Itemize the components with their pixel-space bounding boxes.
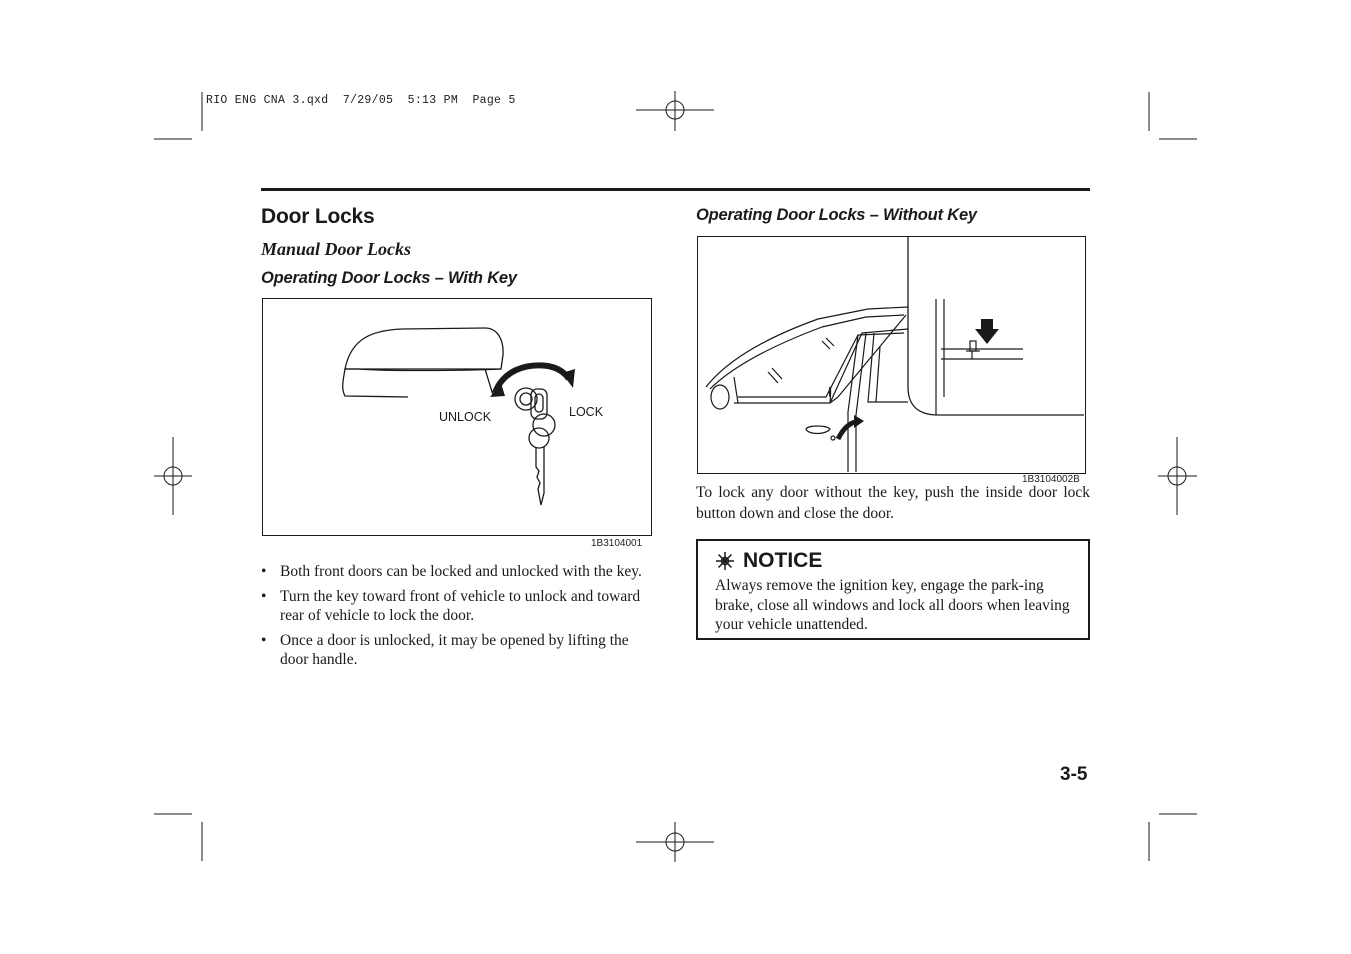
door-handle-key-illustration xyxy=(263,299,650,534)
notice-body: Always remove the ignition key, engage the park-ing brake, close all windows and lock all doors when leaving your vehicle unattended. xyxy=(715,577,1070,633)
asterisk-notice-icon xyxy=(715,551,735,571)
unlock-label: UNLOCK xyxy=(439,410,492,424)
section-title: Door Locks xyxy=(261,205,375,228)
registration-mark-left xyxy=(154,437,192,515)
print-slug-line: RIO ENG CNA 3.qxd 7/29/05 5:13 PM Page 5 xyxy=(206,94,516,107)
with-key-figure-code: 1B3104001 xyxy=(591,538,643,549)
header-rule xyxy=(261,188,1090,191)
without-key-heading: Operating Door Locks – Without Key xyxy=(696,206,977,224)
subsection-title: Manual Door Locks xyxy=(261,239,412,259)
list-item: • Both front doors can be locked and unlocked with the key. xyxy=(261,562,657,582)
notice-title: NOTICE xyxy=(743,549,823,572)
without-key-figure xyxy=(697,236,1086,474)
page-number: 3-5 xyxy=(1060,764,1088,785)
with-key-figure xyxy=(262,298,652,536)
car-door-lock-illustration xyxy=(698,237,1084,472)
registration-mark-right xyxy=(1158,437,1197,515)
list-item: • Once a door is unlocked, it may be opened by lifting the door handle. xyxy=(261,631,657,670)
registration-mark-top xyxy=(636,91,714,131)
lock-label: LOCK xyxy=(569,405,604,419)
registration-mark-bottom xyxy=(636,822,714,862)
without-key-figure-code: 1B3104002B xyxy=(1022,474,1080,485)
notice-box xyxy=(696,539,1090,640)
list-item: • Turn the key toward front of vehicle to unlock and toward rear of vehicle to lock the door. xyxy=(261,587,657,626)
with-key-heading: Operating Door Locks – With Key xyxy=(261,269,517,287)
key-instructions-list xyxy=(261,562,657,675)
without-key-paragraph: To lock any door without the key, push the inside door lock button down and close the door. xyxy=(696,484,1090,522)
notice-header xyxy=(715,547,1078,575)
